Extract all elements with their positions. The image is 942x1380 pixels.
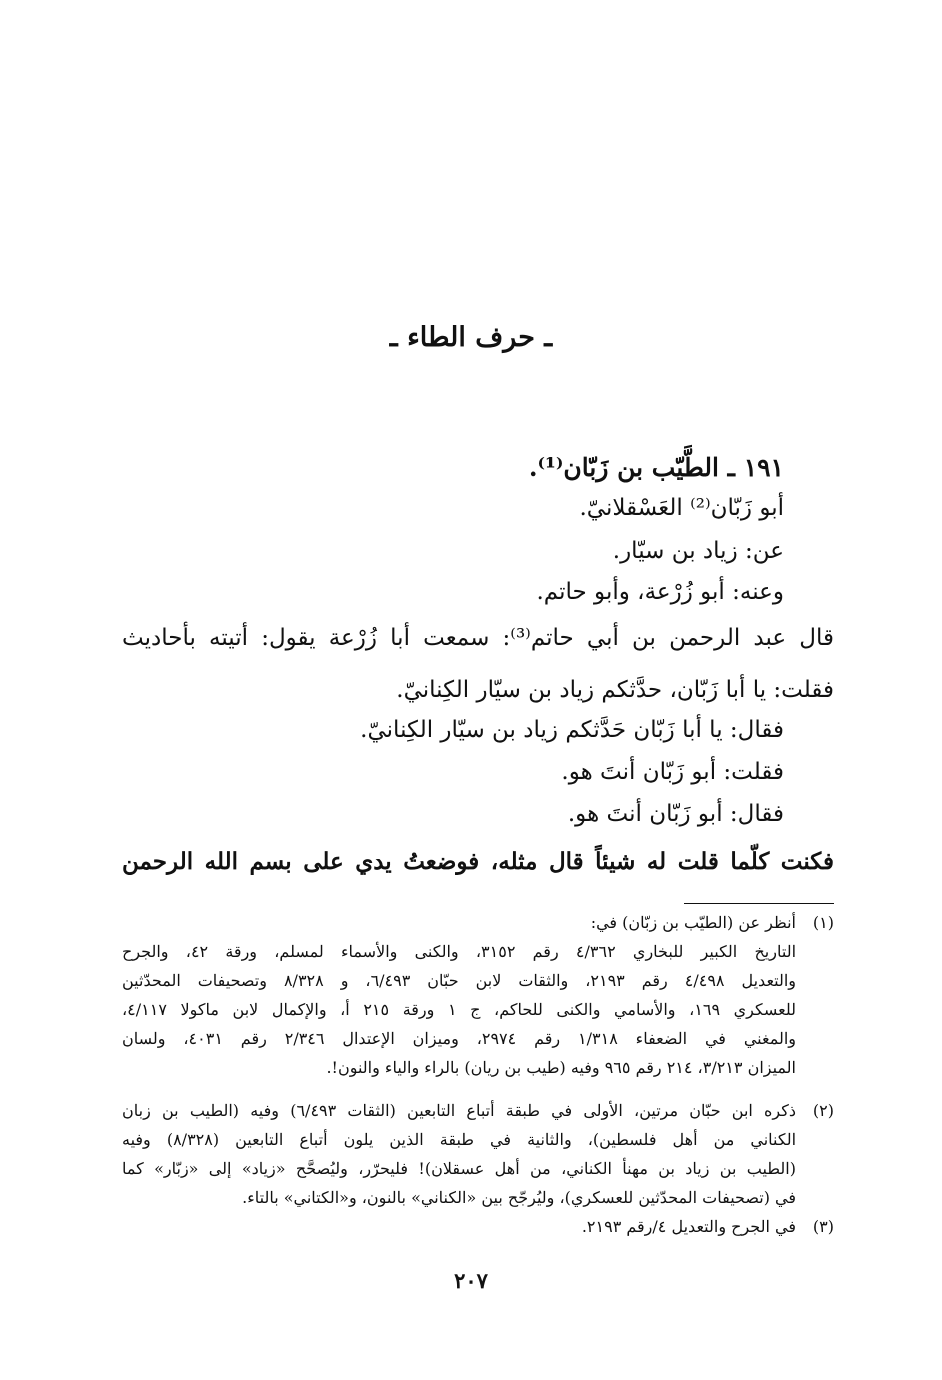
footnote-line: والتعديل ٤/٤٩٨ رقم ٢١٩٣، والثقات لابن حبّان ٦/٤٩٣، و ٨/٣٢٨ وتصحيفات المحدّثين <box>122 971 797 990</box>
chapter-title: ـ حرف الطاء ـ <box>389 322 553 353</box>
footnote-line: (الطيب بن زياد بن مهنأ الكناني، من أهل عسقلان)! فليحرّر، وليُصحَّح «زياد» إلى «زبّار» كما <box>122 1159 796 1178</box>
narrative-line-6: فكنت كلّما قلت له شيئاً قال مثله، فوضعتُ يدي على بسم الله الرحمن <box>122 848 834 875</box>
entry-heading: ١٩١ ـ الطَّيّب بن زَبّان⁽¹⁾. <box>528 453 784 482</box>
footnote-line: للعسكري ١٦٩، والأسامي والكنى للحاكم، ج ١ ورقة ٢١٥ أ، والإكمال لابن ماكولا ٤/١١٧، <box>122 1000 796 1019</box>
footnote-2 <box>122 1096 834 1212</box>
footnote-line: أنظر عن (الطيّب بن زبّان) في: <box>590 913 796 932</box>
footnote-divider <box>684 903 834 904</box>
footnote-line: في (تصحيفات المحدّثين للعسكري)، وليُرجّح بين «الكناني» بالنون، و«الكتاني» بالتاء. <box>242 1188 796 1207</box>
narrative-line-3: فقال: يا أبا زَبّان حَدَّثكم زياد بن سيّار الكِنانيّ. <box>360 717 784 743</box>
entry-narrated-by: وعنه: أبو زُرْعة، وأبو حاتم. <box>536 579 784 605</box>
narrative-line-5: فقال: أبو زَبّان أنتَ هو. <box>567 801 784 827</box>
entry-narrates-from: عن: زياد بن سيّار. <box>612 538 784 564</box>
entry-kunya: أبو زَبّان⁽²⁾ العَسْقلانيّ. <box>579 495 784 521</box>
footnote-line: الميزان ٣/٢١٣، ٢١٤ رقم ٩٦٥ وفيه (طيب بن ريان) بالراء والياء والنون!. <box>326 1058 796 1077</box>
narrative-line-4: فقلت: أبو زَبّان أنتَ هو. <box>561 759 784 785</box>
footnote-line: الكناني من أهل فلسطين)، والثانية في طبقة الذين يلون أتباع التابعين (٨/٣٢٨) وفيه <box>122 1130 797 1149</box>
footnote-number: (١) <box>812 913 834 932</box>
narrative-line-1: قال عبد الرحمن بن أبي حاتم⁽³⁾: سمعت أبا زُرْعة يقول: أتيته بأحاديث <box>122 625 834 651</box>
footnote-line: ذكره ابن حبّان مرتين، الأولى في طبقة أتباع التابعين (الثقات ٦/٤٩٣) وفيه (الطيب بن زبان <box>122 1101 797 1120</box>
footnote-line: في الجرح والتعديل ٤/رقم ٢١٩٣. <box>581 1217 796 1236</box>
footnote-3 <box>122 1212 834 1241</box>
footnote-line: والمغني في الضعفاء ١/٣١٨ رقم ٢٩٧٤، وميزان الإعتدال ٢/٣٤٦ رقم ٤٠٣١، ولسان <box>122 1029 797 1048</box>
page-number: ٢٠٧ <box>454 1268 488 1293</box>
narrative-line-2: فقلت: يا أبا زَبّان، حدَّثكم زياد بن سيّار الكِنانيّ. <box>396 677 834 703</box>
footnote-number: (٢) <box>812 1101 834 1120</box>
footnote-1 <box>122 908 834 1082</box>
footnote-number: (٣) <box>812 1217 834 1236</box>
footnote-line: التاريخ الكبير للبخاري ٤/٣٦٢ رقم ٣١٥٢، والكنى والأسماء لمسلم، ورقة ٤٢، والجرح <box>122 942 797 961</box>
